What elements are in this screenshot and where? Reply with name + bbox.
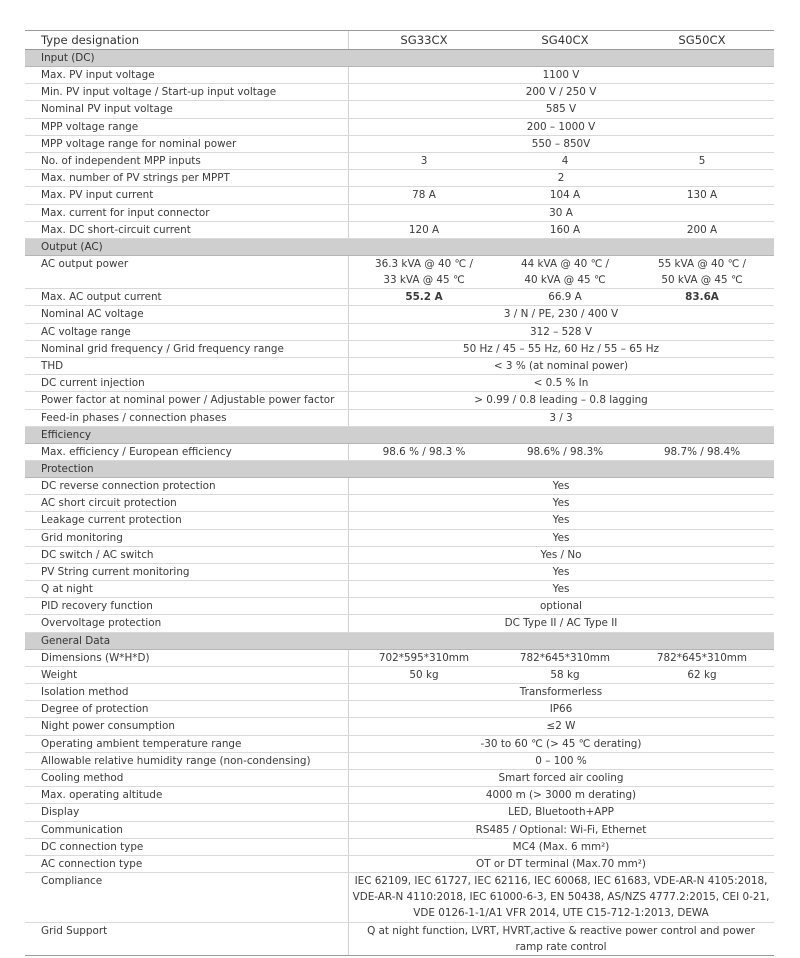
row-value-sg50cx: 5 <box>698 154 706 167</box>
row-value: > 0.99 / 0.8 leading – 0.8 lagging <box>474 394 648 407</box>
row-value: Yes <box>552 514 570 527</box>
row-value: Yes <box>552 565 570 578</box>
row-label: THD <box>41 360 64 373</box>
table-row <box>25 341 774 358</box>
row-label: Display <box>41 806 80 819</box>
row-value: 0 – 100 % <box>535 754 587 767</box>
row-value: optional <box>539 600 583 613</box>
table-row <box>25 256 774 289</box>
row-value-sg40cx: 98.6% / 98.3% <box>526 445 604 458</box>
row-value: RS485 / Optional: Wi-Fi, Ethernet <box>475 823 647 836</box>
table-row <box>25 667 774 684</box>
row-value: Yes <box>552 583 570 596</box>
row-value: 3 / 3 <box>549 411 573 424</box>
value-line: IEC 62109, IEC 61727, IEC 62116, IEC 60068, IEC 61683, VDE-AR-N 4105:2018, <box>354 875 768 888</box>
row-label: Grid monitoring <box>41 531 123 544</box>
table-row <box>25 615 774 632</box>
row-value: < 0.5 % In <box>533 377 589 390</box>
row-value <box>348 873 774 922</box>
row-value: 3 / N / PE, 230 / 400 V <box>503 308 619 321</box>
row-label: Isolation method <box>41 686 129 699</box>
table-header <box>25 30 774 50</box>
table-row <box>25 822 774 839</box>
section-title: Protection <box>41 462 94 475</box>
row-value-sg50cx: 130 A <box>686 189 718 202</box>
row-value-sg33cx: 702*595*310mm <box>378 651 470 664</box>
row-label: Weight <box>41 668 78 681</box>
table-row <box>25 392 774 409</box>
row-label: No. of independent MPP inputs <box>41 154 201 167</box>
table-row <box>25 923 774 956</box>
row-value-sg33cx: 78 A <box>412 189 436 202</box>
row-label: AC short circuit protection <box>41 497 177 510</box>
table-row <box>25 478 774 495</box>
table-row <box>25 375 774 392</box>
row-value: IP66 <box>549 703 573 716</box>
row-label: AC connection type <box>41 857 143 870</box>
row-label: Feed-in phases / connection phases <box>41 411 227 424</box>
row-value: MC4 (Max. 6 mm²) <box>512 840 610 853</box>
row-value-sg33cx: 50 kg <box>409 668 439 681</box>
value-line: Q at night function, LVRT, HVRT,active & reactive power control and power <box>367 924 755 937</box>
row-value: OT or DT terminal (Max.70 mm²) <box>476 857 646 870</box>
row-value-sg40cx: 58 kg <box>550 668 580 681</box>
table-row <box>25 684 774 701</box>
row-value: LED, Bluetooth+APP <box>508 806 614 819</box>
row-label: PV String current monitoring <box>41 565 190 578</box>
row-label: Cooling method <box>41 771 124 784</box>
row-value: -30 to 60 ℃ (> 45 ℃ derating) <box>480 737 642 750</box>
row-value: Yes <box>552 479 570 492</box>
row-label: Nominal PV input voltage <box>41 103 173 116</box>
table-row <box>25 67 774 84</box>
row-value-sg50cx: 62 kg <box>687 668 717 681</box>
row-value-sg33cx: 98.6 % / 98.3 % <box>382 445 466 458</box>
row-label: AC voltage range <box>41 325 131 338</box>
row-value-sg33cx: 120 A <box>408 223 440 236</box>
table-row <box>25 324 774 341</box>
section-title: General Data <box>41 634 111 647</box>
row-label: Min. PV input voltage / Start-up input voltage <box>41 86 277 99</box>
table-row <box>25 547 774 564</box>
row-label: Operating ambient temperature range <box>41 737 242 750</box>
row-value-sg40cx: 160 A <box>549 223 581 236</box>
value-line: 36.3 kVA @ 40 ℃ / <box>374 257 473 270</box>
table-row <box>25 856 774 873</box>
row-label: Degree of protection <box>41 703 149 716</box>
row-value: DC Type II / AC Type II <box>504 617 618 630</box>
table-row <box>25 770 774 787</box>
value-line: 44 kVA @ 40 ℃ / <box>520 257 610 270</box>
row-label: Max. AC output current <box>41 291 162 304</box>
row-value-sg33cx <box>348 256 500 288</box>
table-row <box>25 650 774 667</box>
table-row <box>25 564 774 581</box>
section-header-output <box>25 239 774 256</box>
row-value-sg50cx: 782*645*310mm <box>656 651 748 664</box>
header-label: Type designation <box>41 33 140 47</box>
table-row <box>25 804 774 821</box>
table-row <box>25 873 774 923</box>
row-value-sg40cx <box>500 256 630 288</box>
row-label: DC switch / AC switch <box>41 548 154 561</box>
section-header-general <box>25 633 774 650</box>
section-title: Output (AC) <box>41 240 103 253</box>
row-label: Max. PV input voltage <box>41 69 155 81</box>
row-value: < 3 % (at nominal power) <box>493 360 629 373</box>
row-label: Compliance <box>41 875 103 888</box>
table-row <box>25 187 774 204</box>
row-label: Dimensions (W*H*D) <box>41 651 150 664</box>
row-value-sg50cx: 83.6A <box>685 291 719 304</box>
row-value: 200 – 1000 V <box>526 120 596 133</box>
row-value-sg40cx: 782*645*310mm <box>519 651 611 664</box>
row-label: Power factor at nominal power / Adjustable power factor <box>41 394 335 407</box>
table-row <box>25 718 774 735</box>
row-label: Nominal AC voltage <box>41 308 144 321</box>
table-row <box>25 736 774 753</box>
row-value: 4000 m (> 3000 m derating) <box>485 789 637 802</box>
model-sg33cx: SG33CX <box>400 33 448 47</box>
row-value-sg40cx: 104 A <box>549 189 581 202</box>
table-row <box>25 84 774 101</box>
table-row <box>25 581 774 598</box>
row-label: Leakage current protection <box>41 514 182 527</box>
value-line: 33 kVA @ 45 ℃ <box>383 274 465 287</box>
table-row <box>25 136 774 153</box>
table-row <box>25 170 774 187</box>
model-sg40cx: SG40CX <box>541 33 589 47</box>
value-line: VDE-AR-N 4110:2018, IEC 61000-6-3, EN 50438, AS/NZS 4777.2:2015, CEI 0-21, <box>352 891 770 904</box>
section-header-protection <box>25 461 774 478</box>
row-label: Grid Support <box>41 924 108 937</box>
row-label: AC output power <box>41 257 129 270</box>
table-row <box>25 119 774 136</box>
row-label: Night power consumption <box>41 720 175 733</box>
model-sg50cx: SG50CX <box>678 33 726 47</box>
value-line: ramp rate control <box>515 940 607 953</box>
row-label: Max. current for input connector <box>41 206 210 219</box>
table-row <box>25 530 774 547</box>
spec-table <box>25 30 774 956</box>
row-value: 1100 V <box>542 69 580 81</box>
row-value: 30 A <box>549 206 573 219</box>
table-row <box>25 153 774 170</box>
table-row <box>25 512 774 529</box>
row-value: 312 – 528 V <box>530 325 592 338</box>
table-row <box>25 205 774 222</box>
row-value-sg33cx: 3 <box>420 154 428 167</box>
row-label: Overvoltage protection <box>41 617 162 630</box>
value-line: VDE 0126-1-1/A1 VFR 2014, UTE C15-712-1:2013, DEWA <box>413 907 709 920</box>
row-value: Smart forced air cooling <box>498 771 624 784</box>
row-value: Yes / No <box>540 548 582 561</box>
row-value: 200 V / 250 V <box>525 86 597 99</box>
table-row <box>25 701 774 718</box>
section-title: Efficiency <box>41 428 92 441</box>
row-value-sg50cx: 98.7% / 98.4% <box>663 445 741 458</box>
row-value-sg40cx: 4 <box>561 154 569 167</box>
section-header-input <box>25 50 774 67</box>
row-label: Q at night <box>41 583 93 596</box>
row-value: ≤2 W <box>546 720 576 733</box>
row-value: Transformerless <box>519 686 603 699</box>
row-label: Max. number of PV strings per MPPT <box>41 172 230 185</box>
row-label: DC reverse connection protection <box>41 479 216 492</box>
table-row <box>25 289 774 306</box>
row-value-sg50cx <box>630 256 774 288</box>
row-label: Max. efficiency / European efficiency <box>41 445 232 458</box>
value-line: 55 kVA @ 40 ℃ / <box>657 257 747 270</box>
row-label: DC connection type <box>41 840 144 853</box>
table-row <box>25 495 774 512</box>
table-row <box>25 101 774 118</box>
row-value: Yes <box>552 531 570 544</box>
section-title: Input (DC) <box>41 52 95 64</box>
row-value: 550 – 850V <box>531 137 591 150</box>
row-value-sg50cx: 200 A <box>686 223 718 236</box>
table-row <box>25 839 774 856</box>
table-row <box>25 444 774 461</box>
table-row <box>25 598 774 615</box>
value-line: 50 kVA @ 45 ℃ <box>661 274 743 287</box>
row-label: Allowable relative humidity range (non-condensing) <box>41 754 311 767</box>
row-value: 585 V <box>545 103 577 116</box>
table-row <box>25 410 774 427</box>
row-label: Max. DC short-circuit current <box>41 223 191 236</box>
table-row <box>25 787 774 804</box>
row-value: Yes <box>552 497 570 510</box>
row-value <box>348 923 774 955</box>
row-label: DC current injection <box>41 377 145 390</box>
row-value: 50 Hz / 45 – 55 Hz, 60 Hz / 55 – 65 Hz <box>462 342 660 355</box>
row-label: Max. PV input current <box>41 189 154 202</box>
row-label: PID recovery function <box>41 600 153 613</box>
row-label: MPP voltage range <box>41 120 139 133</box>
row-label: MPP voltage range for nominal power <box>41 137 237 150</box>
value-line: 40 kVA @ 45 ℃ <box>524 274 606 287</box>
row-label: Max. operating altitude <box>41 789 163 802</box>
row-label: Nominal grid frequency / Grid frequency range <box>41 342 284 355</box>
table-row <box>25 222 774 239</box>
table-row <box>25 753 774 770</box>
table-row <box>25 358 774 375</box>
row-value-sg40cx: 66.9 A <box>548 291 582 304</box>
table-row <box>25 306 774 323</box>
section-header-efficiency <box>25 427 774 444</box>
row-value: 2 <box>557 172 565 185</box>
row-value-sg33cx: 55.2 A <box>405 291 443 304</box>
row-label: Communication <box>41 823 123 836</box>
